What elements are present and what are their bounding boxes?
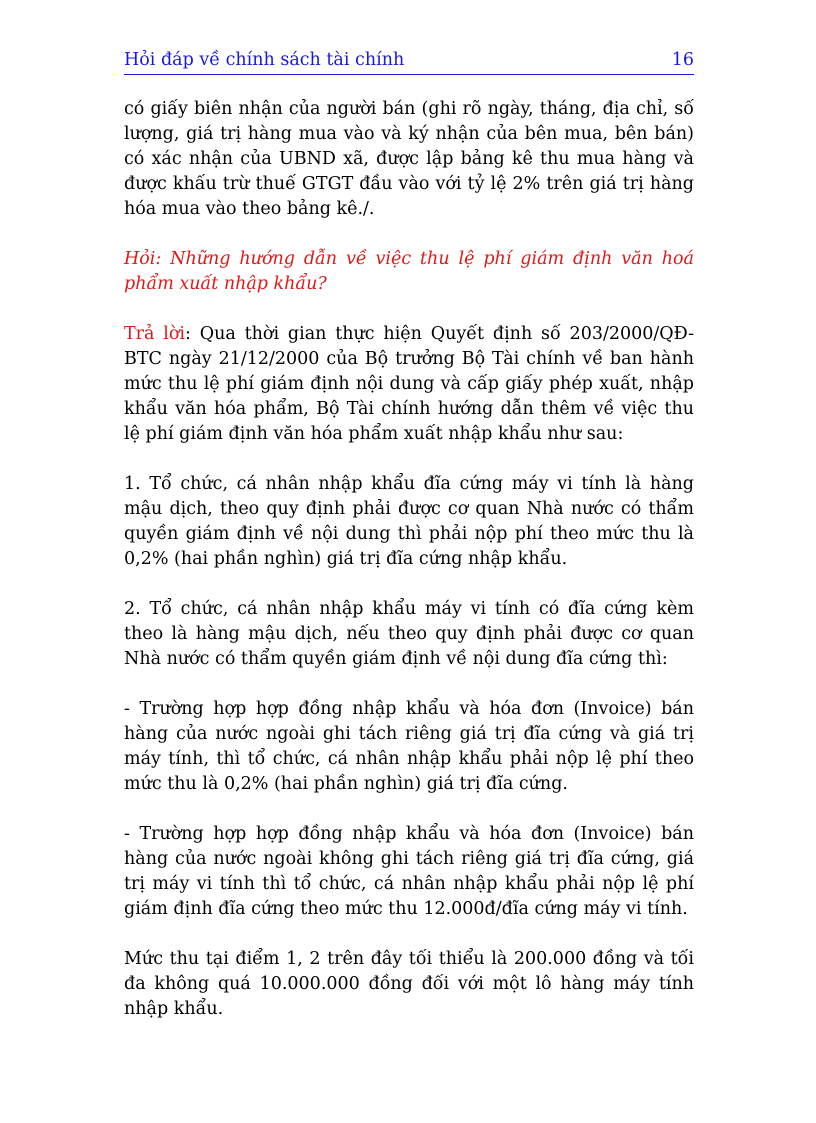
answer-label: Trả lời (124, 324, 186, 344)
header-title: Hỏi đáp về chính sách tài chính (124, 50, 405, 70)
page-number: 16 (671, 50, 694, 70)
document-body (124, 97, 694, 1022)
intro-paragraph: có giấy biên nhận của người bán (ghi rõ ngày, tháng, địa chỉ, số lượng, giá trị hàng mua vào và ký nhận của bên mua, bên bán) có xác nhận của UBND xã, được lập bảng kê thu mua hàng và được khấu trừ thuế GTGT đầu vào với tỷ lệ 2% trên giá trị hàng hóa mua vào theo bảng kê./. (124, 99, 694, 219)
answer-paragraph (124, 322, 694, 447)
conclusion-paragraph: Mức thu tại điểm 1, 2 trên đây tối thiểu là 200.000 đồng và tối đa không quá 10.000.000 đồng đối với một lô hàng máy tính nhập khẩu. (124, 949, 694, 1019)
case-a-paragraph: - Trường hợp hợp đồng nhập khẩu và hóa đơn (Invoice) bán hàng của nước ngoài ghi tách riêng giá trị đĩa cứng và giá trị máy tính, thì tổ chức, cá nhân nhập khẩu phải nộp lệ phí theo mức thu là 0,2% (hai phần nghìn) giá trị đĩa cứng. (124, 699, 694, 794)
item-2-paragraph: 2. Tổ chức, cá nhân nhập khẩu máy vi tính có đĩa cứng kèm theo là hàng mậu dịch, nếu theo quy định phải được cơ quan Nhà nước có thẩm quyền giám định về nội dung đĩa cứng thì: (124, 599, 694, 669)
case-b-paragraph: - Trường hợp hợp đồng nhập khẩu và hóa đơn (Invoice) bán hàng của nước ngoài không ghi tách riêng giá trị đĩa cứng, giá trị máy vi tính thì tổ chức, cá nhân nhập khẩu phải nộp lệ phí giám định đĩa cứng theo mức thu 12.000đ/đĩa cứng máy vi tính. (124, 824, 694, 919)
document-page (124, 48, 694, 1047)
answer-intro-text: : Qua thời gian thực hiện Quyết định số 203/2000/QĐ-BTC ngày 21/12/2000 của Bộ trưởng Bộ Tài chính về ban hành mức thu lệ phí giám định nội dung và cấp giấy phép xuất, nhập khẩu văn hóa phẩm, Bộ Tài chính hướng dẫn thêm về việc thu lệ phí giám định văn hóa phẩm xuất nhập khẩu như sau: (124, 324, 695, 444)
question-heading: Hỏi: Những hướng dẫn về việc thu lệ phí giám định văn hoá phẩm xuất nhập khẩu? (124, 249, 694, 294)
item-1-paragraph: 1. Tổ chức, cá nhân nhập khẩu đĩa cứng máy vi tính là hàng mậu dịch, theo quy định phải được cơ quan Nhà nước có thẩm quyền giám định về nội dung thì phải nộp phí theo mức thu là 0,2% (hai phần nghìn) giá trị đĩa cứng nhập khẩu. (124, 474, 694, 569)
page-header (124, 48, 694, 75)
